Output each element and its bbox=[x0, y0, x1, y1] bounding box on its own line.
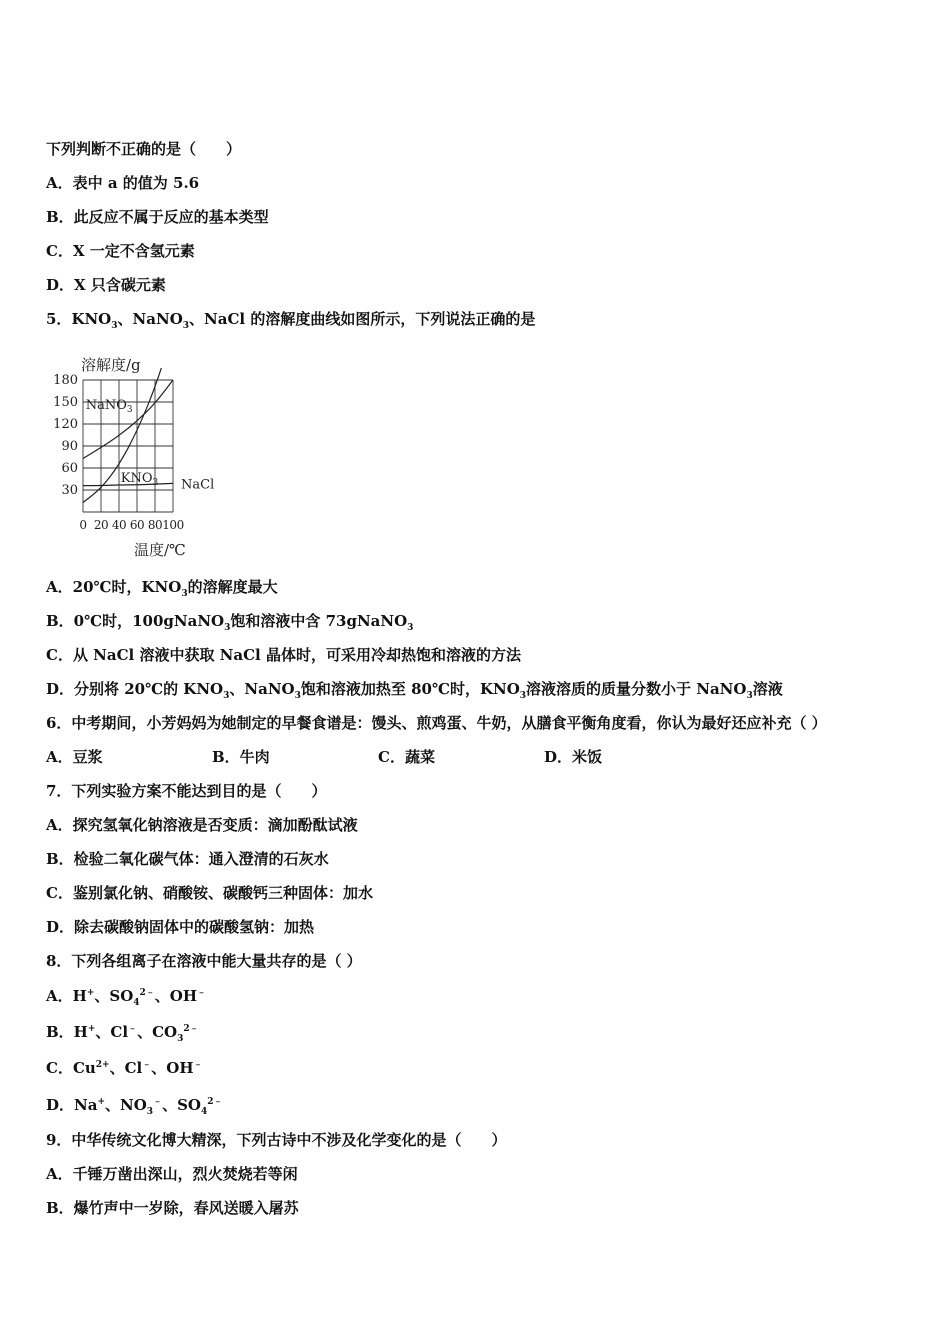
q6-stem: 6．中考期间，小芳妈妈为她制定的早餐食谱是：馒头、煎鸡蛋、牛奶，从膳食平衡角度看，你认为最好还应补充（ ） bbox=[46, 714, 827, 732]
y-tick-label: 90 bbox=[61, 439, 78, 454]
q4-stem: 下列判断不正确的是（ ） bbox=[46, 140, 242, 158]
q8-option-a: A．H+、$SO_4^{2﹣}$、OH﹣ bbox=[46, 987, 207, 1008]
x-tick-label: 0 bbox=[79, 518, 87, 532]
chart-y-ticks bbox=[53, 373, 78, 498]
series-label-kno3 bbox=[121, 471, 159, 488]
y-tick-label: 30 bbox=[61, 483, 78, 498]
chart-y-axis-label: 溶解度/g bbox=[81, 356, 141, 374]
chart-x-axis-label: 温度/℃ bbox=[134, 541, 186, 559]
y-tick-label: 60 bbox=[61, 461, 78, 476]
q8-option-c: C．$Cu^{2+}$、Cl﹣、OH﹣ bbox=[46, 1059, 203, 1077]
series-label-text: KNO bbox=[120, 471, 153, 486]
q5-option-a: A．20℃时，$KNO_3$的溶解度最大 bbox=[46, 578, 278, 599]
y-tick-label: 120 bbox=[53, 417, 78, 432]
q5-option-b: B．0℃时，100gNaNO$_3$饱和溶液中含 73gNaNO$_3$ bbox=[46, 612, 414, 633]
solubility-chart bbox=[48, 350, 248, 565]
chart-x-ticks bbox=[79, 518, 183, 532]
series-label-text: NaNO bbox=[85, 398, 127, 413]
x-tick-label: 80 bbox=[147, 518, 163, 532]
q5-option-c: C．从 NaCl 溶液中获取 NaCl 晶体时，可采用冷却热饱和溶液的方法 bbox=[46, 646, 521, 664]
q4-option-d: D．X 只含碳元素 bbox=[46, 276, 166, 294]
q8-stem: 8．下列各组离子在溶液中能大量共存的是（ ） bbox=[46, 952, 362, 970]
series-label-text: NaCl bbox=[181, 477, 215, 493]
q9-option-a: A．千锤万凿出深山，烈火焚烧若等闲 bbox=[46, 1165, 298, 1183]
q6-option-d: D．米饭 bbox=[544, 748, 603, 766]
q7-option-a: A．探究氢氧化钠溶液是否变质：滴加酚酞试液 bbox=[46, 816, 358, 834]
y-tick-label: 180 bbox=[53, 373, 78, 388]
x-tick-label: 20 bbox=[93, 518, 109, 532]
q4-option-a: A．表中 a 的值为 5.6 bbox=[46, 174, 200, 192]
series-label-subscript: 3 bbox=[152, 478, 159, 488]
q6-option-a: A．豆浆 bbox=[46, 748, 103, 766]
q4-option-b: B．此反应不属于反应的基本类型 bbox=[46, 208, 269, 226]
q4-option-c: C．X 一定不含氢元素 bbox=[46, 242, 195, 260]
q7-option-d: D．除去碳酸钠固体中的碳酸氢钠：加热 bbox=[46, 918, 315, 936]
q9-stem: 9．中华传统文化博大精深，下列古诗中不涉及化学变化的是（ ） bbox=[46, 1131, 507, 1149]
x-tick-label: 100 bbox=[162, 518, 184, 532]
q7-stem: 7．下列实验方案不能达到目的是（ ） bbox=[46, 782, 327, 800]
curve-nano3 bbox=[83, 380, 173, 458]
q6-option-b: B．牛肉 bbox=[212, 748, 270, 766]
q5-stem: 5．$KNO_3$、NaNO$_3$、NaCl 的溶解度曲线如图所示，下列说法正确的是 bbox=[46, 310, 536, 331]
x-tick-label: 40 bbox=[111, 518, 127, 532]
q6-option-c: C．蔬菜 bbox=[378, 748, 435, 766]
q7-option-c: C．鉴别氯化钠、硝酸铵、碳酸钙三种固体：加水 bbox=[46, 884, 373, 902]
series-label-subscript: 3 bbox=[126, 405, 133, 415]
q5-option-d: D．分别将 20℃的 $KNO_3$、NaNO$_3$饱和溶液加热至 80℃时，$KNO_3$溶液溶质的质量分数小于 NaNO$_3$溶液 bbox=[46, 680, 783, 701]
y-tick-label: 150 bbox=[53, 395, 78, 410]
q8-option-d: D．Na+、$NO_3^﹣$、$SO_4^{2﹣}$ bbox=[46, 1096, 223, 1117]
series-label-nacl bbox=[181, 478, 214, 493]
q9-option-b: B．爆竹声中一岁除，春风送暖入屠苏 bbox=[46, 1199, 299, 1217]
q6-options bbox=[46, 747, 602, 767]
series-label-nano3 bbox=[86, 398, 133, 415]
q8-option-b: B．H+、Cl﹣、$CO_3^{2﹣}$ bbox=[46, 1023, 199, 1044]
x-tick-label: 60 bbox=[129, 518, 145, 532]
q7-option-b: B．检验二氧化碳气体：通入澄清的石灰水 bbox=[46, 850, 329, 868]
